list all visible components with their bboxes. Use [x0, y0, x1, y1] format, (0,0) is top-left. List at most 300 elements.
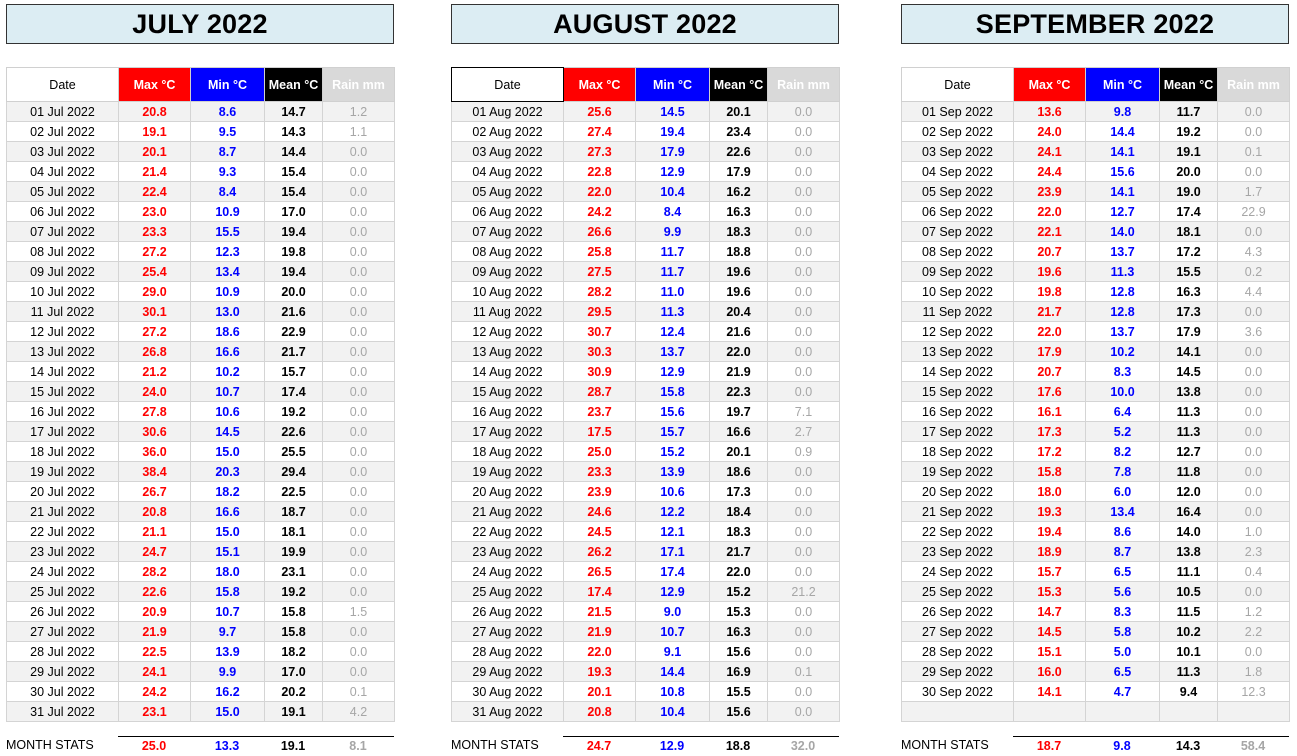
mean-temp-cell[interactable]: 18.1: [1160, 222, 1218, 242]
rain-cell[interactable]: 0.0: [768, 462, 840, 482]
min-temp-cell[interactable]: 8.3: [1086, 602, 1160, 622]
min-temp-cell[interactable]: 16.2: [191, 682, 265, 702]
date-cell[interactable]: 12 Jul 2022: [7, 322, 119, 342]
max-temp-cell[interactable]: 25.4: [119, 262, 191, 282]
mean-temp-cell[interactable]: 14.1: [1160, 342, 1218, 362]
max-temp-cell[interactable]: 25.0: [564, 442, 636, 462]
mean-temp-cell[interactable]: 12.0: [1160, 482, 1218, 502]
rain-cell[interactable]: 0.0: [323, 342, 395, 362]
max-temp-cell[interactable]: 19.3: [564, 662, 636, 682]
max-temp-cell[interactable]: 25.6: [564, 102, 636, 122]
mean-temp-cell[interactable]: 10.2: [1160, 622, 1218, 642]
rain-cell[interactable]: 0.0: [323, 542, 395, 562]
min-temp-cell[interactable]: 15.8: [191, 582, 265, 602]
mean-temp-cell[interactable]: 15.7: [265, 362, 323, 382]
rain-cell[interactable]: 0.0: [323, 242, 395, 262]
max-temp-cell[interactable]: 19.8: [1014, 282, 1086, 302]
min-temp-cell[interactable]: 15.6: [636, 402, 710, 422]
min-temp-cell[interactable]: 15.2: [636, 442, 710, 462]
date-cell[interactable]: 11 Jul 2022: [7, 302, 119, 322]
rain-cell[interactable]: 0.0: [1218, 422, 1290, 442]
rain-cell[interactable]: 0.0: [768, 222, 840, 242]
max-temp-cell[interactable]: 24.1: [119, 662, 191, 682]
min-temp-cell[interactable]: 14.0: [1086, 222, 1160, 242]
date-cell[interactable]: 19 Jul 2022: [7, 462, 119, 482]
min-temp-cell[interactable]: 10.6: [191, 402, 265, 422]
mean-temp-cell[interactable]: 16.3: [710, 202, 768, 222]
mean-temp-cell[interactable]: 12.7: [1160, 442, 1218, 462]
mean-temp-cell[interactable]: 19.2: [1160, 122, 1218, 142]
rain-cell[interactable]: 21.2: [768, 582, 840, 602]
rain-cell[interactable]: 0.0: [768, 302, 840, 322]
min-temp-cell[interactable]: 6.5: [1086, 562, 1160, 582]
mean-temp-cell[interactable]: 17.0: [265, 202, 323, 222]
mean-temp-cell[interactable]: 18.8: [710, 242, 768, 262]
mean-temp-cell[interactable]: 19.6: [710, 282, 768, 302]
max-temp-cell[interactable]: 17.3: [1014, 422, 1086, 442]
header-max[interactable]: Max °C: [564, 68, 636, 102]
max-temp-cell[interactable]: 22.1: [1014, 222, 1086, 242]
stat-max[interactable]: 24.7: [563, 736, 635, 755]
max-temp-cell[interactable]: 23.7: [564, 402, 636, 422]
min-temp-cell[interactable]: 16.6: [191, 502, 265, 522]
max-temp-cell[interactable]: 23.1: [119, 702, 191, 722]
min-temp-cell[interactable]: 15.7: [636, 422, 710, 442]
min-temp-cell[interactable]: 15.0: [191, 702, 265, 722]
stat-min[interactable]: 13.3: [190, 736, 264, 755]
max-temp-cell[interactable]: 20.1: [119, 142, 191, 162]
date-cell[interactable]: 08 Jul 2022: [7, 242, 119, 262]
rain-cell[interactable]: 0.0: [1218, 222, 1290, 242]
min-temp-cell[interactable]: 10.7: [191, 382, 265, 402]
rain-cell[interactable]: 0.0: [323, 222, 395, 242]
mean-temp-cell[interactable]: 11.3: [1160, 422, 1218, 442]
rain-cell[interactable]: 0.0: [323, 322, 395, 342]
rain-cell[interactable]: [1218, 702, 1290, 722]
min-temp-cell[interactable]: 6.4: [1086, 402, 1160, 422]
rain-cell[interactable]: 0.1: [768, 662, 840, 682]
rain-cell[interactable]: 3.6: [1218, 322, 1290, 342]
max-temp-cell[interactable]: 26.7: [119, 482, 191, 502]
stat-rain[interactable]: 8.1: [322, 736, 394, 755]
min-temp-cell[interactable]: 12.4: [636, 322, 710, 342]
min-temp-cell[interactable]: 12.9: [636, 582, 710, 602]
max-temp-cell[interactable]: 23.3: [119, 222, 191, 242]
mean-temp-cell[interactable]: 14.5: [1160, 362, 1218, 382]
mean-temp-cell[interactable]: 15.8: [265, 622, 323, 642]
mean-temp-cell[interactable]: 13.8: [1160, 542, 1218, 562]
mean-temp-cell[interactable]: 19.9: [265, 542, 323, 562]
stat-min[interactable]: 12.9: [635, 736, 709, 755]
min-temp-cell[interactable]: 4.7: [1086, 682, 1160, 702]
max-temp-cell[interactable]: 21.2: [119, 362, 191, 382]
mean-temp-cell[interactable]: 17.9: [1160, 322, 1218, 342]
header-min[interactable]: Min °C: [636, 68, 710, 102]
max-temp-cell[interactable]: 20.8: [119, 102, 191, 122]
rain-cell[interactable]: 0.0: [768, 162, 840, 182]
date-cell[interactable]: 13 Aug 2022: [452, 342, 564, 362]
max-temp-cell[interactable]: 23.9: [564, 482, 636, 502]
min-temp-cell[interactable]: 8.7: [191, 142, 265, 162]
max-temp-cell[interactable]: 27.5: [564, 262, 636, 282]
mean-temp-cell[interactable]: 15.4: [265, 162, 323, 182]
date-cell[interactable]: 24 Sep 2022: [902, 562, 1014, 582]
min-temp-cell[interactable]: 9.1: [636, 642, 710, 662]
max-temp-cell[interactable]: 30.3: [564, 342, 636, 362]
header-mean[interactable]: Mean °C: [265, 68, 323, 102]
mean-temp-cell[interactable]: 22.0: [710, 342, 768, 362]
date-cell[interactable]: 21 Jul 2022: [7, 502, 119, 522]
header-date[interactable]: Date: [452, 68, 564, 102]
max-temp-cell[interactable]: 28.2: [564, 282, 636, 302]
date-cell[interactable]: 29 Aug 2022: [452, 662, 564, 682]
header-min[interactable]: Min °C: [191, 68, 265, 102]
rain-cell[interactable]: 22.9: [1218, 202, 1290, 222]
rain-cell[interactable]: 1.5: [323, 602, 395, 622]
max-temp-cell[interactable]: 30.6: [119, 422, 191, 442]
max-temp-cell[interactable]: 38.4: [119, 462, 191, 482]
date-cell[interactable]: 05 Jul 2022: [7, 182, 119, 202]
mean-temp-cell[interactable]: 15.2: [710, 582, 768, 602]
mean-temp-cell[interactable]: 10.1: [1160, 642, 1218, 662]
mean-temp-cell[interactable]: 19.2: [265, 402, 323, 422]
mean-temp-cell[interactable]: 20.1: [710, 442, 768, 462]
max-temp-cell[interactable]: 15.7: [1014, 562, 1086, 582]
header-rain[interactable]: Rain mm: [1218, 68, 1290, 102]
min-temp-cell[interactable]: 13.9: [636, 462, 710, 482]
rain-cell[interactable]: 0.0: [323, 582, 395, 602]
rain-cell[interactable]: 0.0: [768, 182, 840, 202]
max-temp-cell[interactable]: 26.8: [119, 342, 191, 362]
mean-temp-cell[interactable]: 21.7: [265, 342, 323, 362]
mean-temp-cell[interactable]: 13.8: [1160, 382, 1218, 402]
date-cell[interactable]: 27 Jul 2022: [7, 622, 119, 642]
min-temp-cell[interactable]: 5.8: [1086, 622, 1160, 642]
rain-cell[interactable]: 0.0: [768, 622, 840, 642]
max-temp-cell[interactable]: 22.5: [119, 642, 191, 662]
date-cell[interactable]: 14 Sep 2022: [902, 362, 1014, 382]
date-cell[interactable]: 28 Jul 2022: [7, 642, 119, 662]
rain-cell[interactable]: 0.0: [323, 522, 395, 542]
max-temp-cell[interactable]: 27.8: [119, 402, 191, 422]
date-cell[interactable]: 03 Aug 2022: [452, 142, 564, 162]
min-temp-cell[interactable]: 12.9: [636, 362, 710, 382]
date-cell[interactable]: 31 Aug 2022: [452, 702, 564, 722]
max-temp-cell[interactable]: 16.0: [1014, 662, 1086, 682]
rain-cell[interactable]: 0.0: [768, 102, 840, 122]
max-temp-cell[interactable]: 22.0: [1014, 202, 1086, 222]
date-cell[interactable]: 29 Sep 2022: [902, 662, 1014, 682]
min-temp-cell[interactable]: 8.3: [1086, 362, 1160, 382]
mean-temp-cell[interactable]: 15.5: [710, 682, 768, 702]
max-temp-cell[interactable]: 22.0: [1014, 322, 1086, 342]
mean-temp-cell[interactable]: 22.6: [265, 422, 323, 442]
date-cell[interactable]: 18 Sep 2022: [902, 442, 1014, 462]
header-rain[interactable]: Rain mm: [768, 68, 840, 102]
rain-cell[interactable]: 0.0: [768, 322, 840, 342]
min-temp-cell[interactable]: 14.4: [636, 662, 710, 682]
date-cell[interactable]: 17 Aug 2022: [452, 422, 564, 442]
min-temp-cell[interactable]: 10.7: [191, 602, 265, 622]
rain-cell[interactable]: 4.3: [1218, 242, 1290, 262]
mean-temp-cell[interactable]: 29.4: [265, 462, 323, 482]
mean-temp-cell[interactable]: 19.6: [710, 262, 768, 282]
min-temp-cell[interactable]: 13.4: [1086, 502, 1160, 522]
max-temp-cell[interactable]: 22.4: [119, 182, 191, 202]
date-cell[interactable]: 14 Aug 2022: [452, 362, 564, 382]
max-temp-cell[interactable]: 17.5: [564, 422, 636, 442]
rain-cell[interactable]: 0.0: [768, 562, 840, 582]
max-temp-cell[interactable]: 21.7: [1014, 302, 1086, 322]
mean-temp-cell[interactable]: 17.4: [1160, 202, 1218, 222]
stat-mean[interactable]: 19.1: [264, 736, 322, 755]
mean-temp-cell[interactable]: 21.7: [710, 542, 768, 562]
mean-temp-cell[interactable]: 18.3: [710, 222, 768, 242]
min-temp-cell[interactable]: 7.8: [1086, 462, 1160, 482]
header-mean[interactable]: Mean °C: [1160, 68, 1218, 102]
date-cell[interactable]: 31 Jul 2022: [7, 702, 119, 722]
rain-cell[interactable]: 0.0: [323, 482, 395, 502]
date-cell[interactable]: 10 Sep 2022: [902, 282, 1014, 302]
max-temp-cell[interactable]: 20.8: [119, 502, 191, 522]
rain-cell[interactable]: 0.2: [1218, 262, 1290, 282]
mean-temp-cell[interactable]: 15.4: [265, 182, 323, 202]
date-cell[interactable]: 16 Aug 2022: [452, 402, 564, 422]
max-temp-cell[interactable]: 20.7: [1014, 362, 1086, 382]
max-temp-cell[interactable]: 24.4: [1014, 162, 1086, 182]
date-cell[interactable]: 15 Jul 2022: [7, 382, 119, 402]
min-temp-cell[interactable]: 19.4: [636, 122, 710, 142]
header-min[interactable]: Min °C: [1086, 68, 1160, 102]
max-temp-cell[interactable]: 17.6: [1014, 382, 1086, 402]
max-temp-cell[interactable]: 21.1: [119, 522, 191, 542]
stat-mean[interactable]: 18.8: [709, 736, 767, 755]
date-cell[interactable]: 23 Jul 2022: [7, 542, 119, 562]
mean-temp-cell[interactable]: [1160, 702, 1218, 722]
date-cell[interactable]: 21 Aug 2022: [452, 502, 564, 522]
rain-cell[interactable]: 0.0: [323, 382, 395, 402]
max-temp-cell[interactable]: 26.6: [564, 222, 636, 242]
max-temp-cell[interactable]: 36.0: [119, 442, 191, 462]
min-temp-cell[interactable]: 5.2: [1086, 422, 1160, 442]
mean-temp-cell[interactable]: 11.7: [1160, 102, 1218, 122]
rain-cell[interactable]: 0.0: [768, 702, 840, 722]
date-cell[interactable]: 30 Sep 2022: [902, 682, 1014, 702]
max-temp-cell[interactable]: 22.6: [119, 582, 191, 602]
min-temp-cell[interactable]: 9.9: [191, 662, 265, 682]
min-temp-cell[interactable]: 14.1: [1086, 142, 1160, 162]
min-temp-cell[interactable]: 11.0: [636, 282, 710, 302]
mean-temp-cell[interactable]: 19.7: [710, 402, 768, 422]
min-temp-cell[interactable]: 9.8: [1086, 102, 1160, 122]
min-temp-cell[interactable]: 8.6: [191, 102, 265, 122]
rain-cell[interactable]: 0.0: [768, 202, 840, 222]
date-cell[interactable]: 02 Sep 2022: [902, 122, 1014, 142]
date-cell[interactable]: 14 Jul 2022: [7, 362, 119, 382]
rain-cell[interactable]: 0.0: [323, 622, 395, 642]
mean-temp-cell[interactable]: 16.9: [710, 662, 768, 682]
date-cell[interactable]: 23 Sep 2022: [902, 542, 1014, 562]
min-temp-cell[interactable]: 9.9: [636, 222, 710, 242]
mean-temp-cell[interactable]: 15.3: [710, 602, 768, 622]
mean-temp-cell[interactable]: 18.6: [710, 462, 768, 482]
rain-cell[interactable]: 0.0: [1218, 362, 1290, 382]
rain-cell[interactable]: 0.0: [323, 202, 395, 222]
date-cell[interactable]: 05 Sep 2022: [902, 182, 1014, 202]
min-temp-cell[interactable]: 8.4: [636, 202, 710, 222]
date-cell[interactable]: 21 Sep 2022: [902, 502, 1014, 522]
rain-cell[interactable]: 1.0: [1218, 522, 1290, 542]
rain-cell[interactable]: 0.0: [323, 302, 395, 322]
rain-cell[interactable]: 2.7: [768, 422, 840, 442]
min-temp-cell[interactable]: 18.0: [191, 562, 265, 582]
rain-cell[interactable]: 0.0: [1218, 442, 1290, 462]
rain-cell[interactable]: 0.0: [1218, 502, 1290, 522]
min-temp-cell[interactable]: 13.9: [191, 642, 265, 662]
mean-temp-cell[interactable]: 21.6: [265, 302, 323, 322]
max-temp-cell[interactable]: 27.4: [564, 122, 636, 142]
date-cell[interactable]: 01 Sep 2022: [902, 102, 1014, 122]
max-temp-cell[interactable]: 24.7: [119, 542, 191, 562]
min-temp-cell[interactable]: 15.8: [636, 382, 710, 402]
max-temp-cell[interactable]: 21.9: [119, 622, 191, 642]
rain-cell[interactable]: 0.0: [768, 542, 840, 562]
date-cell[interactable]: 09 Sep 2022: [902, 262, 1014, 282]
header-mean[interactable]: Mean °C: [710, 68, 768, 102]
rain-cell[interactable]: 0.0: [768, 482, 840, 502]
max-temp-cell[interactable]: 20.9: [119, 602, 191, 622]
month-stats-label[interactable]: MONTH STATS: [451, 738, 539, 752]
rain-cell[interactable]: 0.0: [1218, 382, 1290, 402]
rain-cell[interactable]: 0.0: [323, 142, 395, 162]
date-cell[interactable]: 20 Jul 2022: [7, 482, 119, 502]
rain-cell[interactable]: 0.0: [1218, 162, 1290, 182]
max-temp-cell[interactable]: 26.5: [564, 562, 636, 582]
max-temp-cell[interactable]: 24.2: [119, 682, 191, 702]
date-cell[interactable]: 27 Sep 2022: [902, 622, 1014, 642]
rain-cell[interactable]: 1.2: [1218, 602, 1290, 622]
min-temp-cell[interactable]: 9.5: [191, 122, 265, 142]
date-cell[interactable]: 25 Jul 2022: [7, 582, 119, 602]
max-temp-cell[interactable]: 13.6: [1014, 102, 1086, 122]
date-cell[interactable]: 01 Jul 2022: [7, 102, 119, 122]
mean-temp-cell[interactable]: 21.9: [710, 362, 768, 382]
mean-temp-cell[interactable]: 11.5: [1160, 602, 1218, 622]
rain-cell[interactable]: 0.0: [768, 502, 840, 522]
rain-cell[interactable]: 0.9: [768, 442, 840, 462]
date-cell[interactable]: 16 Sep 2022: [902, 402, 1014, 422]
date-cell[interactable]: 09 Jul 2022: [7, 262, 119, 282]
min-temp-cell[interactable]: 20.3: [191, 462, 265, 482]
rain-cell[interactable]: 0.0: [768, 362, 840, 382]
min-temp-cell[interactable]: 5.6: [1086, 582, 1160, 602]
min-temp-cell[interactable]: 15.0: [191, 442, 265, 462]
mean-temp-cell[interactable]: 16.2: [710, 182, 768, 202]
rain-cell[interactable]: 0.0: [323, 442, 395, 462]
date-cell[interactable]: 22 Jul 2022: [7, 522, 119, 542]
min-temp-cell[interactable]: 15.5: [191, 222, 265, 242]
min-temp-cell[interactable]: 12.9: [636, 162, 710, 182]
min-temp-cell[interactable]: 14.4: [1086, 122, 1160, 142]
max-temp-cell[interactable]: 27.3: [564, 142, 636, 162]
mean-temp-cell[interactable]: 22.3: [710, 382, 768, 402]
min-temp-cell[interactable]: 18.2: [191, 482, 265, 502]
min-temp-cell[interactable]: 14.5: [191, 422, 265, 442]
rain-cell[interactable]: 7.1: [768, 402, 840, 422]
mean-temp-cell[interactable]: 11.1: [1160, 562, 1218, 582]
mean-temp-cell[interactable]: 11.3: [1160, 662, 1218, 682]
min-temp-cell[interactable]: 14.5: [636, 102, 710, 122]
date-cell[interactable]: 24 Jul 2022: [7, 562, 119, 582]
date-cell[interactable]: 06 Aug 2022: [452, 202, 564, 222]
date-cell[interactable]: 23 Aug 2022: [452, 542, 564, 562]
min-temp-cell[interactable]: 11.7: [636, 262, 710, 282]
rain-cell[interactable]: 0.0: [768, 142, 840, 162]
max-temp-cell[interactable]: 24.0: [1014, 122, 1086, 142]
mean-temp-cell[interactable]: 22.0: [710, 562, 768, 582]
date-cell[interactable]: 02 Jul 2022: [7, 122, 119, 142]
min-temp-cell[interactable]: 16.6: [191, 342, 265, 362]
date-cell[interactable]: 13 Jul 2022: [7, 342, 119, 362]
mean-temp-cell[interactable]: 16.4: [1160, 502, 1218, 522]
date-cell[interactable]: 22 Sep 2022: [902, 522, 1014, 542]
rain-cell[interactable]: 4.2: [323, 702, 395, 722]
min-temp-cell[interactable]: 10.0: [1086, 382, 1160, 402]
date-cell[interactable]: 18 Jul 2022: [7, 442, 119, 462]
mean-temp-cell[interactable]: 17.4: [265, 382, 323, 402]
max-temp-cell[interactable]: 16.1: [1014, 402, 1086, 422]
max-temp-cell[interactable]: [1014, 702, 1086, 722]
min-temp-cell[interactable]: 13.7: [636, 342, 710, 362]
mean-temp-cell[interactable]: 17.3: [1160, 302, 1218, 322]
date-cell[interactable]: 25 Aug 2022: [452, 582, 564, 602]
mean-temp-cell[interactable]: 14.4: [265, 142, 323, 162]
rain-cell[interactable]: 0.0: [768, 682, 840, 702]
header-date[interactable]: Date: [902, 68, 1014, 102]
min-temp-cell[interactable]: 11.3: [636, 302, 710, 322]
rain-cell[interactable]: 0.0: [1218, 342, 1290, 362]
mean-temp-cell[interactable]: 16.3: [1160, 282, 1218, 302]
date-cell[interactable]: 25 Sep 2022: [902, 582, 1014, 602]
rain-cell[interactable]: 0.0: [1218, 122, 1290, 142]
date-cell[interactable]: 09 Aug 2022: [452, 262, 564, 282]
date-cell[interactable]: 03 Sep 2022: [902, 142, 1014, 162]
date-cell[interactable]: 16 Jul 2022: [7, 402, 119, 422]
date-cell[interactable]: 06 Jul 2022: [7, 202, 119, 222]
max-temp-cell[interactable]: 21.9: [564, 622, 636, 642]
max-temp-cell[interactable]: 23.0: [119, 202, 191, 222]
mean-temp-cell[interactable]: 11.8: [1160, 462, 1218, 482]
min-temp-cell[interactable]: 10.9: [191, 282, 265, 302]
mean-temp-cell[interactable]: 18.3: [710, 522, 768, 542]
max-temp-cell[interactable]: 19.4: [1014, 522, 1086, 542]
rain-cell[interactable]: 0.0: [1218, 582, 1290, 602]
date-cell[interactable]: 24 Aug 2022: [452, 562, 564, 582]
max-temp-cell[interactable]: 19.1: [119, 122, 191, 142]
rain-cell[interactable]: 1.1: [323, 122, 395, 142]
max-temp-cell[interactable]: 27.2: [119, 242, 191, 262]
min-temp-cell[interactable]: 10.8: [636, 682, 710, 702]
min-temp-cell[interactable]: 5.0: [1086, 642, 1160, 662]
mean-temp-cell[interactable]: 17.9: [710, 162, 768, 182]
min-temp-cell[interactable]: 12.7: [1086, 202, 1160, 222]
rain-cell[interactable]: 0.0: [768, 522, 840, 542]
date-cell[interactable]: [902, 702, 1014, 722]
stat-min[interactable]: 9.8: [1085, 736, 1159, 755]
date-cell[interactable]: 20 Aug 2022: [452, 482, 564, 502]
max-temp-cell[interactable]: 14.7: [1014, 602, 1086, 622]
rain-cell[interactable]: 0.0: [323, 462, 395, 482]
